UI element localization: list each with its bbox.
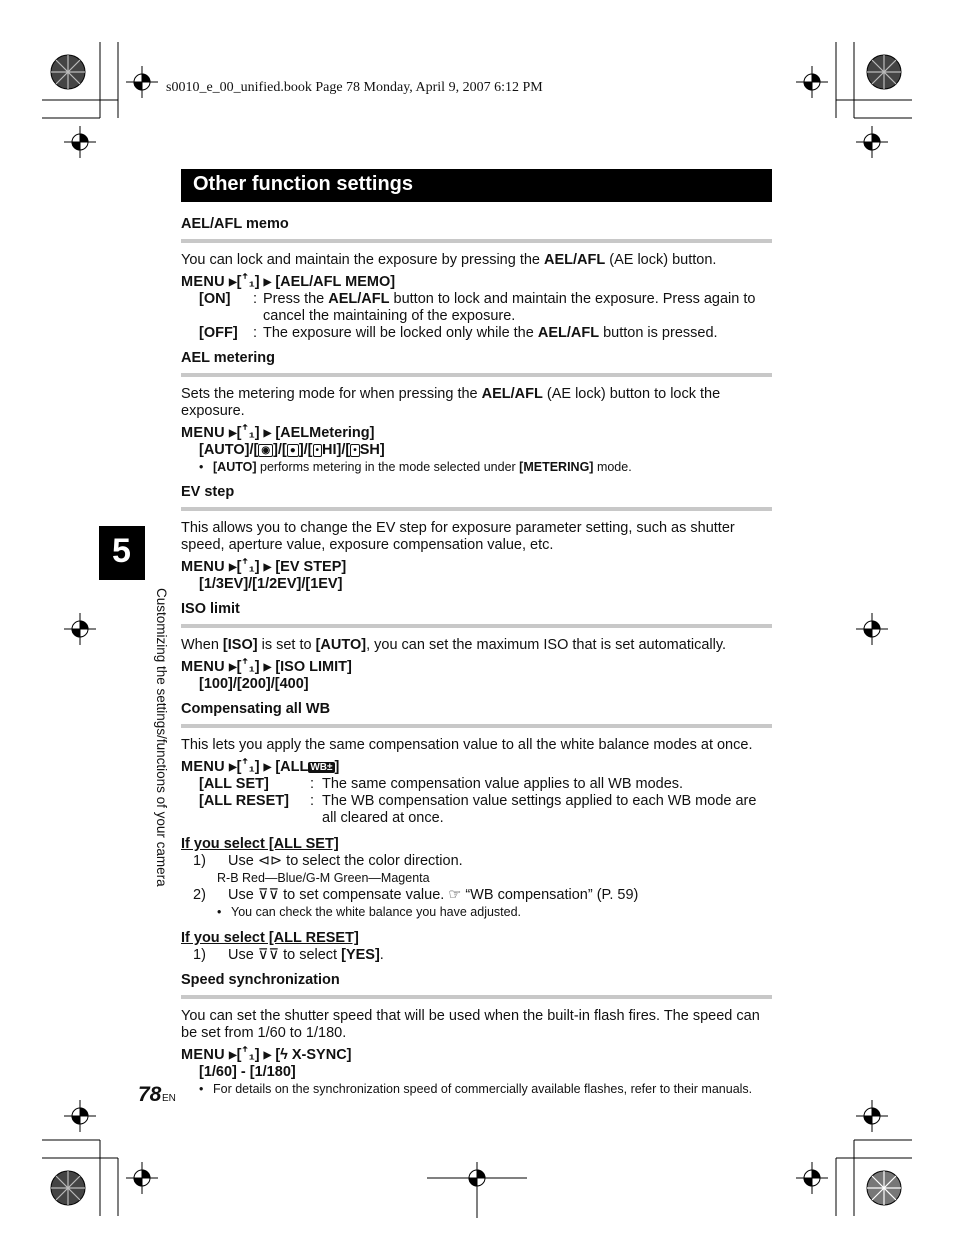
wb-compensation-icon: WB± bbox=[310, 762, 333, 773]
iso-options: [100]/[200]/[400] bbox=[199, 676, 309, 692]
spot-metering-icon: • bbox=[313, 444, 323, 457]
custom-menu-icon: ꜛ₁ bbox=[241, 759, 255, 775]
section-rule bbox=[181, 624, 772, 628]
book-header: s0010_e_00_unified.book Page 78 Monday, April 9, 2007 6:12 PM bbox=[166, 80, 543, 95]
aelm-bullet: • [AUTO] performs metering in the mode selected under [METERING] mode. bbox=[199, 460, 632, 474]
arrow-pad-left-right-icon: ⊲⊳ bbox=[257, 853, 283, 869]
sync-menu-path: MENU ▶[ꜛ₁] ▶ [ϟ X-SYNC] bbox=[181, 1047, 352, 1063]
all-reset-step-1: 1) Use ⊽⊽ to select [YES]. bbox=[193, 947, 384, 963]
custom-menu-icon: ꜛ₁ bbox=[241, 425, 255, 441]
ael-intro: You can lock and maintain the exposure by pressing the AEL/AFL (AE lock) button. bbox=[181, 252, 717, 268]
iso-menu-path: MENU ▶[ꜛ₁] ▶ [ISO LIMIT] bbox=[181, 659, 352, 675]
custom-menu-icon: ꜛ₁ bbox=[241, 659, 255, 675]
chapter-side-label: Customizing the settings/functions of your camera bbox=[154, 588, 169, 887]
ael-option-off: [OFF] : The exposure will be locked only while the AEL/AFL button is pressed. bbox=[199, 325, 718, 341]
wb-option-all-reset: [ALL RESET] : The WB compensation value settings applied to each WB mode are all cleared at once. bbox=[199, 793, 757, 826]
all-set-bullet: • You can check the white balance you have adjusted. bbox=[217, 905, 522, 919]
section-heading-ael-memo: AEL/AFL memo bbox=[181, 216, 289, 232]
section-heading-iso-limit: ISO limit bbox=[181, 601, 240, 617]
aelm-options: [AUTO]/[ ◉ ]/[ ● ]/[ • HI]/[ • SH] bbox=[199, 442, 385, 458]
custom-menu-icon: ꜛ₁ bbox=[241, 559, 255, 575]
sync-options: [1/60] - [1/180] bbox=[199, 1064, 296, 1080]
iso-intro: When [ISO] is set to [AUTO], you can set the maximum ISO that is set automatically. bbox=[181, 637, 727, 653]
custom-menu-icon: ꜛ₁ bbox=[241, 274, 255, 290]
reference-pointer-icon: ☞ bbox=[448, 887, 462, 903]
aelm-menu-path: MENU ▶[ꜛ₁] ▶ [AELMetering] bbox=[181, 425, 375, 441]
section-rule bbox=[181, 239, 772, 243]
section-rule bbox=[181, 724, 772, 728]
title-bar bbox=[181, 169, 772, 202]
spot-metering-icon: • bbox=[350, 444, 360, 457]
wb-intro: This lets you apply the same compensation value to all the white balance modes at once. bbox=[181, 737, 753, 753]
arrow-pad-up-down-icon: ⊽⊽ bbox=[257, 887, 280, 903]
color-direction-note: R-B Red—Blue/G-M Green—Magenta bbox=[217, 871, 430, 885]
ael-menu-path: MENU ▶[ꜛ₁] ▶ [AEL/AFL MEMO] bbox=[181, 274, 396, 290]
all-set-subheading: If you select [ALL SET] bbox=[181, 836, 339, 852]
section-rule bbox=[181, 507, 772, 511]
content bbox=[181, 210, 772, 1098]
sync-intro: You can set the shutter speed that will be used when the built-in flash fires. The speed can be set from 1/60 to 1/180. bbox=[181, 1008, 760, 1041]
section-heading-all-wb: Compensating all WB bbox=[181, 701, 331, 717]
section-rule bbox=[181, 373, 772, 377]
all-set-step-2: 2) Use ⊽⊽ to set compensate value. ☞ “WB compensation” (P. 59) bbox=[193, 887, 639, 903]
all-set-step-1: 1) Use ⊲⊳ to select the color direction. bbox=[193, 853, 463, 869]
wb-option-all-set: [ALL SET] : The same compensation value applies to all WB modes. bbox=[199, 776, 684, 792]
chapter-number: 5 bbox=[112, 532, 131, 570]
ev-options: [1/3EV]/[1/2EV]/[1EV] bbox=[199, 576, 343, 592]
ael-option-on: [ON] : Press the AEL/AFL button to lock and maintain the exposure. Press again to cancel the maintaining of the exposure. bbox=[199, 291, 756, 324]
page-number: 78 bbox=[138, 1083, 162, 1106]
arrow-pad-up-down-icon: ⊽⊽ bbox=[257, 947, 280, 963]
page-title: Other function settings bbox=[193, 173, 413, 195]
flash-icon: ϟ bbox=[280, 1047, 288, 1063]
aelm-intro: Sets the metering mode for when pressing the AEL/AFL (AE lock) button to lock the exposure. bbox=[181, 386, 721, 419]
custom-menu-icon: ꜛ₁ bbox=[241, 1047, 255, 1063]
ev-menu-path: MENU ▶[ꜛ₁] ▶ [EV STEP] bbox=[181, 559, 347, 575]
all-reset-subheading: If you select [ALL RESET] bbox=[181, 930, 359, 946]
section-heading-speed-sync: Speed synchronization bbox=[181, 972, 340, 988]
center-weighted-icon: ● bbox=[287, 444, 299, 457]
wb-menu-path: MENU ▶[ꜛ₁] ▶ [ALL WB± ] bbox=[181, 759, 340, 775]
ev-intro: This allows you to change the EV step for exposure parameter setting, such as shutter speed, aperture value, exposure compensation value, etc. bbox=[181, 520, 735, 553]
esp-metering-icon: ◉ bbox=[258, 444, 273, 457]
sync-bullet: • For details on the synchronization speed of commercially available flashes, refer to their manuals. bbox=[199, 1082, 753, 1096]
chapter-tab bbox=[99, 526, 145, 580]
language-code: EN bbox=[162, 1093, 176, 1104]
section-rule bbox=[181, 995, 772, 999]
section-heading-ev-step: EV step bbox=[181, 484, 235, 500]
section-heading-ael-metering: AEL metering bbox=[181, 350, 276, 366]
